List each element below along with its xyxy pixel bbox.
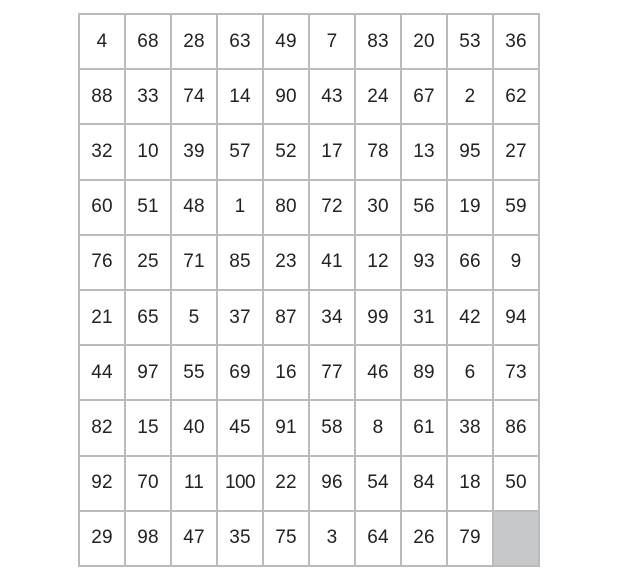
grid-cell: 99	[356, 291, 402, 346]
grid-cell: 70	[126, 457, 172, 512]
grid-cell: 76	[80, 236, 126, 291]
grid-cell: 44	[80, 346, 126, 401]
grid-cell: 75	[264, 512, 310, 567]
grid-cell: 68	[126, 15, 172, 70]
grid-cell: 38	[448, 401, 494, 456]
grid-cell: 58	[310, 401, 356, 456]
grid-cell: 49	[264, 15, 310, 70]
grid-cell: 54	[356, 457, 402, 512]
grid-cell: 20	[402, 15, 448, 70]
grid-cell: 47	[172, 512, 218, 567]
grid-cell: 34	[310, 291, 356, 346]
grid-cell: 1	[218, 181, 264, 236]
grid-cell: 73	[494, 346, 540, 401]
grid-cell: 98	[126, 512, 172, 567]
grid-cell: 86	[494, 401, 540, 456]
grid-cell: 45	[218, 401, 264, 456]
grid-cell: 11	[172, 457, 218, 512]
grid-cell: 35	[218, 512, 264, 567]
grid-cell: 15	[126, 401, 172, 456]
grid-cell: 79	[448, 512, 494, 567]
grid-cell: 10	[126, 125, 172, 180]
grid-cell: 3	[310, 512, 356, 567]
grid-cell: 25	[126, 236, 172, 291]
number-grid	[78, 13, 540, 567]
grid-cell: 95	[448, 125, 494, 180]
grid-cell: 39	[172, 125, 218, 180]
grid-cell: 71	[172, 236, 218, 291]
grid-cell: 67	[402, 70, 448, 125]
grid-cell: 40	[172, 401, 218, 456]
grid-cell: 37	[218, 291, 264, 346]
grid-cell: 14	[218, 70, 264, 125]
grid-cell: 23	[264, 236, 310, 291]
grid-cell: 61	[402, 401, 448, 456]
grid-cell: 94	[494, 291, 540, 346]
grid-cell: 84	[402, 457, 448, 512]
grid-cell: 4	[80, 15, 126, 70]
grid-cell: 8	[356, 401, 402, 456]
grid-cell: 85	[218, 236, 264, 291]
grid-cell: 30	[356, 181, 402, 236]
grid-cell: 82	[80, 401, 126, 456]
grid-cell: 57	[218, 125, 264, 180]
grid-cell: 52	[264, 125, 310, 180]
grid-cell: 88	[80, 70, 126, 125]
grid-cell: 26	[402, 512, 448, 567]
grid-cell: 51	[126, 181, 172, 236]
grid-cell: 46	[356, 346, 402, 401]
grid-cell: 56	[402, 181, 448, 236]
grid-cell: 66	[448, 236, 494, 291]
grid-cell: 18	[448, 457, 494, 512]
grid-cell: 64	[356, 512, 402, 567]
grid-cell: 96	[310, 457, 356, 512]
grid-cell: 83	[356, 15, 402, 70]
grid-cell: 59	[494, 181, 540, 236]
grid-cell: 48	[172, 181, 218, 236]
grid-cell: 42	[448, 291, 494, 346]
grid-cell: 5	[172, 291, 218, 346]
grid-cell: 19	[448, 181, 494, 236]
grid-cell: 29	[80, 512, 126, 567]
grid-cell: 36	[494, 15, 540, 70]
grid-cell: 80	[264, 181, 310, 236]
grid-cell: 89	[402, 346, 448, 401]
grid-cell: 60	[80, 181, 126, 236]
grid-cell: 41	[310, 236, 356, 291]
grid-cell: 92	[80, 457, 126, 512]
grid-cell: 87	[264, 291, 310, 346]
grid-cell: 22	[264, 457, 310, 512]
grid-cell: 32	[80, 125, 126, 180]
grid-cell: 21	[80, 291, 126, 346]
grid-cell: 77	[310, 346, 356, 401]
grid-cell: 65	[126, 291, 172, 346]
grid-cell: 24	[356, 70, 402, 125]
grid-cell: 16	[264, 346, 310, 401]
grid-cell: 13	[402, 125, 448, 180]
grid-cell: 2	[448, 70, 494, 125]
grid-cell: 12	[356, 236, 402, 291]
grid-cell: 74	[172, 70, 218, 125]
grid-cell: 50	[494, 457, 540, 512]
grid-cell: 62	[494, 70, 540, 125]
grid-cell: 63	[218, 15, 264, 70]
grid-cell: 93	[402, 236, 448, 291]
grid-cell: 100	[218, 457, 264, 512]
grid-cell: 31	[402, 291, 448, 346]
grid-cell: 69	[218, 346, 264, 401]
grid-cell: 43	[310, 70, 356, 125]
grid-cell: 27	[494, 125, 540, 180]
grid-cell: 28	[172, 15, 218, 70]
grid-cell: 7	[310, 15, 356, 70]
grid-cell: 33	[126, 70, 172, 125]
grid-cell: 78	[356, 125, 402, 180]
grid-cell: 55	[172, 346, 218, 401]
grid-cell: 9	[494, 236, 540, 291]
grid-cell: 91	[264, 401, 310, 456]
grid-cell: 90	[264, 70, 310, 125]
empty-grid-cell	[494, 512, 540, 567]
grid-cell: 53	[448, 15, 494, 70]
grid-cell: 72	[310, 181, 356, 236]
grid-cell: 6	[448, 346, 494, 401]
grid-cell: 17	[310, 125, 356, 180]
grid-cell: 97	[126, 346, 172, 401]
